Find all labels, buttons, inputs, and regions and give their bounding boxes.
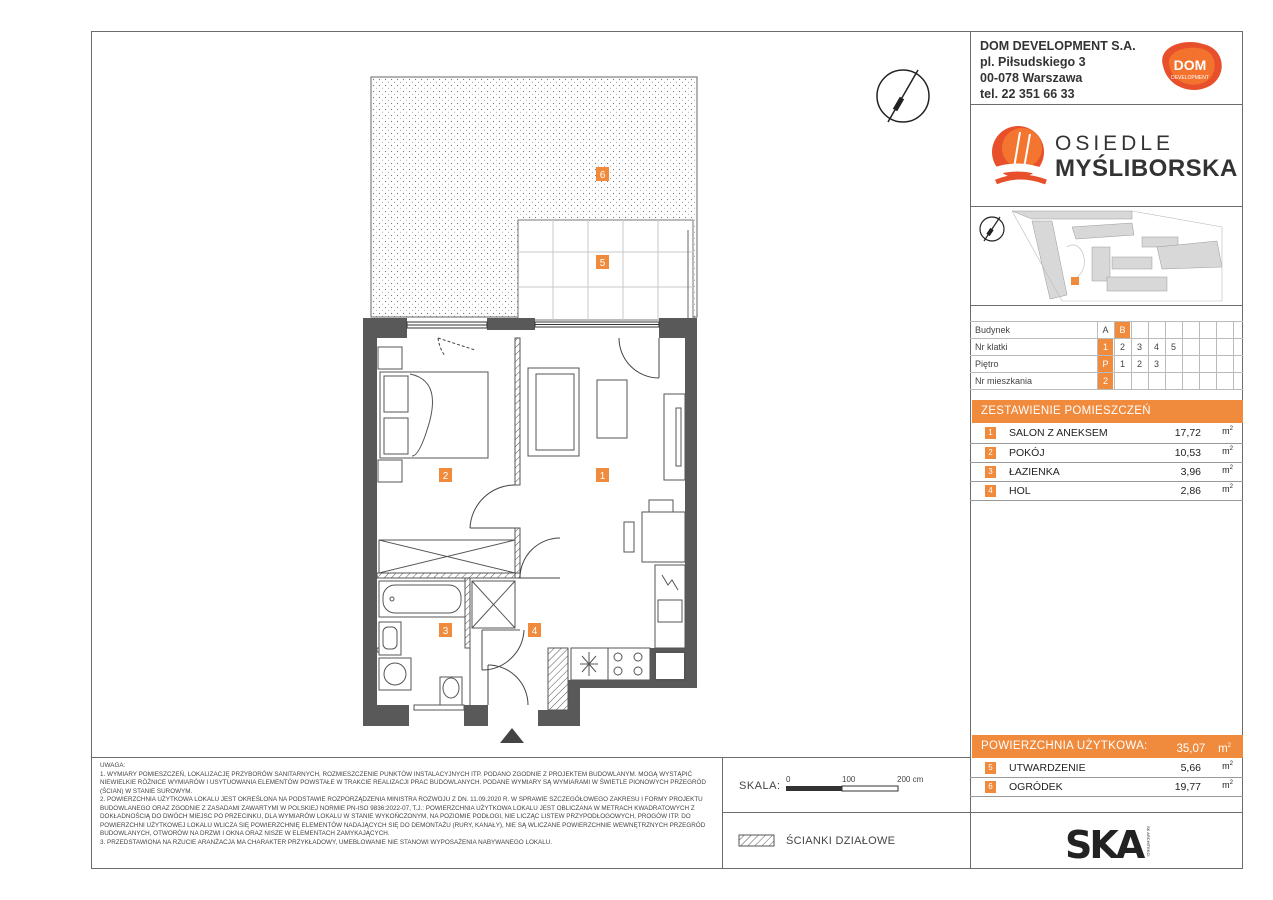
grid-cell <box>1233 322 1249 338</box>
grid-cell <box>1165 322 1181 338</box>
scale-label: SKALA: <box>739 780 781 792</box>
grid-cell: 3 <box>1148 356 1164 372</box>
scale-tick: 200 cm <box>897 775 924 784</box>
extra-area: 5,66 <box>1180 762 1201 774</box>
divider-footer <box>91 757 970 758</box>
notes <box>100 762 718 847</box>
room-name: SALON Z ANEKSEM <box>1009 427 1108 439</box>
grid-cell: 2 <box>1131 356 1147 372</box>
room-tag-2: 2 <box>442 471 449 482</box>
grid-cell <box>1148 373 1164 389</box>
room-area: 17,72 <box>1174 427 1201 439</box>
room-tag-6: 6 <box>599 170 606 181</box>
usable-area-value: 35,07 $m^2$ <box>1176 742 1231 755</box>
grid-cell <box>1182 339 1198 355</box>
room-number: 3 <box>985 466 996 478</box>
grid-cell <box>1233 339 1249 355</box>
grid-cell <box>1216 339 1232 355</box>
dom-development-logo <box>1155 40 1225 92</box>
grid-cell: B <box>1114 322 1130 338</box>
grid-cell <box>1199 322 1215 338</box>
room-row <box>972 463 1243 482</box>
grid-cell <box>1216 322 1232 338</box>
grid-line <box>970 389 1243 390</box>
grid-cell <box>1182 322 1198 338</box>
note-item: 1. WYMIARY POMIESZCZEŃ, LOKALIZACJĘ PRZYBORÓW SANITARNYCH, ROZMIESZCZENIE PUNKTÓW INSTALACYJNYCH ITP. PODANO ZGODNIE Z PROJEKTEM BUDOWLANYM. MOGĄ WYSTĄPIĆ NIEWIELKIE RÓŻNICE WYMIARÓW I USYTUOWANIA ELEMENTÓW POWSTAŁE W TRAKCIE REALIZACJI PRAC BUDOWLANYCH. PODANE WYMIARY SĄ WYMIARAMI W ŚWIETLE PIONOWYCH PRZEGRÓD (ŚCIAN) W STANIE SUROWYM. <box>100 770 706 795</box>
row-divider <box>970 796 1243 797</box>
grid-cell: 1 <box>1097 339 1113 355</box>
grid-cell: 2 <box>1097 373 1113 389</box>
grid-row-label: Piętro <box>975 359 999 369</box>
extra-row <box>972 778 1243 797</box>
extra-number: 6 <box>985 781 996 793</box>
room-row <box>972 444 1243 463</box>
room-unit: $m^2$ <box>1222 465 1233 475</box>
room-number: 4 <box>985 485 996 497</box>
grid-cell <box>1165 373 1181 389</box>
grid-cell <box>1148 322 1164 338</box>
room-unit: $m^2$ <box>1222 484 1233 494</box>
brand-logo <box>990 122 1238 194</box>
room-tag-4: 4 <box>531 626 538 637</box>
divider-company <box>970 104 1243 105</box>
ska-architekci-logo <box>1065 818 1155 866</box>
svg-text:DOM: DOM <box>1173 57 1207 73</box>
note-item: 3. PRZEDSTAWIONA NA RZUCIE ARANŻACJA MA CHARAKTER PRZYKŁADOWY, UMEBLOWANIE NIE STANOWI WYPOSAŻENIA NABYWANEGO LOKALU. <box>100 838 553 846</box>
divider-footer-scale-h <box>722 812 970 813</box>
bed <box>378 347 488 482</box>
room-unit: $m^2$ <box>1222 426 1233 436</box>
grid-cell <box>1216 373 1232 389</box>
grid-cell <box>1165 356 1181 372</box>
extra-unit: $m^2$ <box>1222 780 1233 790</box>
svg-text:DEVELOPMENT: DEVELOPMENT <box>1171 75 1209 81</box>
room-area: 10,53 <box>1174 447 1201 459</box>
svg-text:SKA: SKA <box>1065 823 1143 866</box>
extra-area: 19,77 <box>1174 781 1201 793</box>
grid-row-label: Nr mieszkania <box>975 376 1033 386</box>
grid-cell <box>1199 356 1215 372</box>
room-row <box>972 424 1243 443</box>
row-divider <box>970 500 1243 501</box>
grid-row-label: Nr klatki <box>975 342 1008 352</box>
room-tag-5: 5 <box>599 258 606 269</box>
grid-cell <box>1233 356 1249 372</box>
room-number: 2 <box>985 447 996 459</box>
room-unit: $m^2$ <box>1222 446 1233 456</box>
grid-cell: 4 <box>1148 339 1164 355</box>
grid-cell: 2 <box>1114 339 1130 355</box>
grid-cell: 3 <box>1131 339 1147 355</box>
grid-cell <box>1131 373 1147 389</box>
company-street: pl. Piłsudskiego 3 <box>980 55 1086 69</box>
extra-unit: $m^2$ <box>1222 761 1233 771</box>
extra-name: UTWARDZENIE <box>1009 762 1086 774</box>
scale-tick: 0 <box>786 775 791 784</box>
divider-right-column <box>970 31 971 869</box>
svg-text:SK ARCHITEKCI: SK ARCHITEKCI <box>1146 826 1151 857</box>
extra-name: OGRÓDEK <box>1009 781 1063 793</box>
grid-cell: P <box>1097 356 1113 372</box>
room-number: 1 <box>985 427 996 439</box>
grid-cell <box>1199 373 1215 389</box>
grid-cell: 5 <box>1165 339 1181 355</box>
scale-bar <box>786 785 911 793</box>
usable-area-label: POWIERZCHNIA UŻYTKOWA: <box>981 740 1148 752</box>
rooms-section-title: ZESTAWIENIE POMIESZCZEŃ <box>981 405 1151 417</box>
grid-cell <box>1114 373 1130 389</box>
divider-bottom-right <box>970 812 1243 813</box>
note-item: 2. POWIERZCHNIA UŻYTKOWA LOKALU JEST OKREŚLONA NA PODSTAWIE ROZPORZĄDZENIA MINISTRA ROZWOJU Z DN. 11.09.2020 R. W SPRAWIE SZCZEGÓŁOWEGO ZAKRESU I FORMY PROJEKTU BUDOWLANEGO ORAZ ZGODNIE Z ZASADAMI ZAWARTYMI W POLSKIEJ NORMIE PN-ISO 9836:2022-07, T.J.: POWIERZCHNIA UŻYTKOWA LOKALU JEST OBLICZANA W METRACH KWADRATOWYCH Z DOKŁADNOŚCIĄ DO DWÓCH MIEJSC PO PRZECINKU, DLA WYMIARÓW LOKALU W STANIE WYKOŃCZONYM, NA POZIOMIE PODŁOGI, NIE LICZĄC LISTEW PRZYPODŁOGOWYCH, PROGÓW ITP. DO POWIERZCHNI UŻYTKOWEJ LOKALU WLICZA SIĘ POWIERZCHNIĘ ELEMENTÓW NADAJĄCYCH SIĘ DO DEMONTAŻU (RURY, KANAŁY), NIE SĄ WLICZANE POWIERZCHNIE WEWNĘTRZNYCH PRZEGRÓD BUDOWLANYCH, OTWORÓW NA DRZWI I OKNA ORAZ NISZE W ELEMENTACH ZAMYKAJĄCYCH. <box>100 796 706 837</box>
grid-cell <box>1216 356 1232 372</box>
divider-footer-scale <box>722 757 723 869</box>
room-row <box>972 482 1243 501</box>
partition-hatch-icon <box>738 834 776 848</box>
room-area: 3,96 <box>1180 466 1201 478</box>
grid-cell: 1 <box>1114 356 1130 372</box>
usable-area-header <box>972 735 1243 758</box>
grid-cell <box>1182 356 1198 372</box>
grid-cell <box>1182 373 1198 389</box>
room-name: HOL <box>1009 485 1031 497</box>
room-tag-1: 1 <box>599 471 606 482</box>
grid-cell <box>1131 322 1147 338</box>
extra-row <box>972 759 1243 778</box>
brand-line1: OSIEDLE <box>1055 132 1175 155</box>
room-name: ŁAZIENKA <box>1009 466 1060 478</box>
room-area: 2,86 <box>1180 485 1201 497</box>
company-info <box>980 38 1136 102</box>
partition-legend-label: ŚCIANKI DZIAŁOWE <box>786 835 896 847</box>
grid-cell <box>1233 373 1249 389</box>
company-phone: tel. 22 351 66 33 <box>980 87 1075 101</box>
site-map <box>972 207 1242 305</box>
terrace-area <box>518 220 693 320</box>
notes-heading: UWAGA: <box>100 762 126 769</box>
north-arrow-icon <box>877 70 929 122</box>
company-city: 00-078 Warszawa <box>980 71 1083 85</box>
company-name: DOM DEVELOPMENT S.A. <box>980 39 1136 53</box>
scale-tick: 100 <box>842 775 856 784</box>
brand-sun-icon <box>990 122 1052 194</box>
room-name: POKÓJ <box>1009 447 1045 459</box>
grid-cell <box>1199 339 1215 355</box>
brand-line2: MYŚLIBORSKA <box>1055 155 1238 182</box>
grid-row-label: Budynek <box>975 325 1011 335</box>
divider-sitemap <box>970 305 1243 306</box>
rooms-section-header <box>972 400 1243 423</box>
grid-cell: A <box>1097 322 1113 338</box>
site-north-arrow-icon <box>980 217 1004 241</box>
room-tag-3: 3 <box>442 626 449 637</box>
extra-number: 5 <box>985 762 996 774</box>
